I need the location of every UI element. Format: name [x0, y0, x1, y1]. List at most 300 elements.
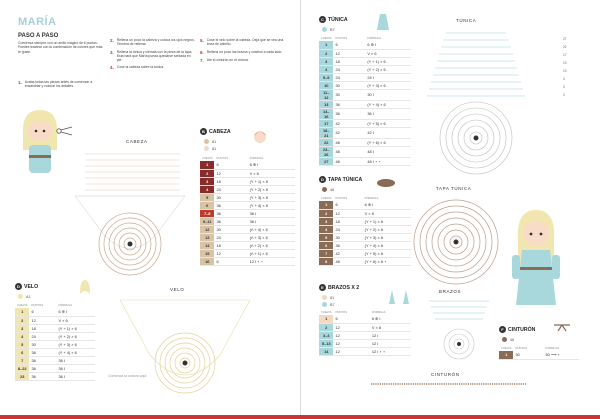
row-vuelta: 2 — [319, 49, 333, 57]
table-row — [319, 209, 411, 217]
row-puntos: 36 — [333, 108, 365, 119]
row-vuelta: 8 — [319, 257, 333, 265]
col-vuelta: VUELTA — [202, 156, 213, 160]
row-puntos: 30 — [333, 89, 365, 100]
col-puntos: PUNTOS — [216, 156, 229, 160]
row-formula: (Λ + 4) × 6 — [248, 225, 295, 233]
row-vuelta: 3 — [319, 57, 333, 65]
paso-heading: PASO A PASO — [18, 33, 59, 39]
yarn-swatch — [322, 295, 327, 300]
row-puntos: 36 — [214, 201, 247, 209]
step-item: 7. Ate el cinturón en el cintura. — [200, 57, 249, 63]
tunica-row-numbers — [563, 35, 567, 99]
row-formula: 6 ⊕ I — [370, 315, 411, 323]
velo-yarn — [18, 294, 31, 299]
velo-note: Comienza la costura aquí — [108, 374, 147, 378]
cabeza-yarn-1 — [204, 139, 216, 144]
row-puntos: 24 — [214, 185, 247, 193]
brazos-yarn-1 — [322, 295, 334, 300]
row-puntos: 50 — [513, 351, 543, 359]
row-vuelta: 1 — [319, 201, 333, 209]
velo-table — [15, 302, 95, 381]
row-vuelta: 5–13 — [319, 339, 333, 347]
row-puntos: 18 — [333, 217, 362, 225]
row-vuelta: 16 — [200, 257, 214, 265]
row-vuelta: 3–4 — [319, 331, 333, 339]
step-item: 4. Cose la cabeza sobre la túnica. — [110, 65, 165, 71]
yarn-swatch — [204, 146, 209, 151]
table-row — [319, 119, 411, 127]
row-formula: (Y + 2) × 6 — [365, 65, 411, 73]
row-puntos: 42 — [333, 119, 365, 127]
row-puntos: 24 — [214, 233, 247, 241]
table-row — [200, 209, 295, 217]
table-row — [200, 193, 295, 201]
row-number: 2 — [563, 93, 565, 97]
row-number: 13 — [563, 61, 567, 65]
row-formula: (Y + 3) × 6 — [365, 81, 411, 89]
row-vuelta: 13 — [200, 233, 214, 241]
paso-intro: Comienza siempre con un anillo mágico de 6 puntos. Puedes trastear con la combinación de colores que más te guste. — [18, 41, 103, 54]
table-row — [319, 138, 411, 146]
cabeza-chart-label: CABEZA — [126, 139, 148, 144]
row-vuelta: 18–21 — [319, 127, 333, 138]
table-row — [319, 225, 411, 233]
brazos-title-text: BRAZOS X 2 — [328, 284, 360, 291]
yarn-code: 81 — [330, 295, 335, 300]
row-formula: 30 I — [365, 89, 411, 100]
table-row — [319, 331, 411, 339]
head-icon — [252, 128, 268, 144]
tunic-icon — [376, 12, 390, 32]
belt-icon — [553, 322, 571, 332]
table-row — [15, 324, 95, 332]
row-vuelta: 5 — [200, 193, 214, 201]
table-row — [319, 127, 411, 138]
table-row — [319, 257, 411, 265]
table-row — [200, 225, 295, 233]
row-puntos: 12 — [214, 169, 247, 177]
velo-title — [15, 283, 38, 290]
row-formula: 48 I — [365, 146, 411, 157]
row-formula: 36 I — [56, 356, 95, 364]
row-formula: (Y + 3) × 6 — [363, 233, 411, 241]
table-row — [319, 249, 411, 257]
row-puntos: 30 — [214, 225, 247, 233]
row-number: 27 — [563, 37, 567, 41]
row-puntos: 48 — [333, 146, 365, 157]
row-puntos: 12 — [29, 316, 56, 324]
col-vuelta: VUELTA — [321, 310, 332, 314]
row-vuelta: 8–22 — [15, 364, 29, 372]
steps-col-1 — [18, 80, 103, 92]
row-vuelta: 14 — [319, 347, 333, 355]
row-vuelta: 4 — [200, 185, 214, 193]
row-vuelta: 1 — [319, 41, 333, 49]
row-puntos: 12 — [333, 331, 369, 339]
yarn-swatch — [502, 337, 507, 342]
row-puntos: 30 — [333, 233, 362, 241]
table-row — [319, 217, 411, 225]
row-formula: 50 ⟶ ⋆ — [543, 351, 579, 359]
row-formula: (Y + 5) × 6 — [365, 119, 411, 127]
row-vuelta: 27 — [319, 157, 333, 165]
row-puntos: 36 — [29, 348, 56, 356]
maria-full-figure — [506, 205, 566, 310]
row-puntos: 30 — [214, 193, 247, 201]
row-formula: V × 6 — [365, 49, 411, 57]
tapa-table — [319, 195, 411, 266]
table-row — [319, 41, 411, 49]
table-row — [319, 49, 411, 57]
cinturon-title-text: CINTURÓN — [508, 326, 536, 333]
row-formula: (Y + 4) × 6 — [365, 100, 411, 108]
row-vuelta: 7–8 — [200, 209, 214, 217]
row-vuelta: 2 — [15, 316, 29, 324]
table-row — [200, 249, 295, 257]
tapa-yarn — [322, 187, 334, 192]
cabeza-title — [200, 128, 231, 135]
row-puntos: 36 — [214, 217, 247, 225]
row-puntos: 6 — [29, 308, 56, 316]
row-vuelta: 4 — [15, 332, 29, 340]
row-vuelta: 1 — [499, 351, 513, 359]
table-row — [15, 372, 95, 380]
maria-head-figure — [15, 105, 65, 175]
row-formula: 42 I — [365, 127, 411, 138]
doll-name: MARÍA — [18, 16, 57, 28]
tunica-title — [319, 16, 348, 23]
row-vuelta: 17 — [319, 119, 333, 127]
row-number: 22 — [563, 45, 567, 49]
tapa-badge: D — [319, 176, 326, 183]
progress-bar — [0, 415, 600, 419]
table-row — [15, 340, 95, 348]
row-formula: 12 I ⋆ ⋆ — [370, 347, 411, 355]
row-formula: (Y + 1) × 6 — [365, 57, 411, 65]
tapa-title — [319, 176, 362, 183]
row-vuelta: 23 — [15, 372, 29, 380]
arms-icon — [386, 288, 412, 306]
row-formula: (Y + 2) × 6 — [56, 332, 95, 340]
row-vuelta: 7 — [15, 356, 29, 364]
row-formula: (Y + 1) × 6 — [363, 217, 411, 225]
row-puntos: 48 — [333, 138, 365, 146]
row-formula: (Y + 6) × 6 ⋆ — [363, 257, 411, 265]
cabeza-badge: B — [200, 128, 207, 135]
row-puntos: 48 — [333, 257, 362, 265]
row-formula: 48 I ⋆ ⋆ — [365, 157, 411, 165]
row-formula: (Y + 3) × 6 — [248, 193, 295, 201]
col-puntos: PUNTOS — [335, 196, 348, 200]
table-row — [319, 201, 411, 209]
table-row — [200, 241, 295, 249]
tapa-stitch-chart — [409, 195, 504, 290]
row-formula: (Y + 2) × 6 — [363, 225, 411, 233]
table-row — [319, 146, 411, 157]
row-puntos: 6 — [214, 257, 247, 265]
brazos-badge: E — [319, 284, 326, 291]
table-row — [319, 57, 411, 65]
row-puntos: 12 — [333, 49, 365, 57]
col-formula: FÓRMULA — [371, 310, 386, 314]
row-formula: 36 I — [56, 372, 95, 380]
row-formula: (Y + 1) × 6 — [56, 324, 95, 332]
row-number: 4 — [563, 77, 565, 81]
cinturon-badge: F — [499, 326, 506, 333]
yarn-swatch — [204, 139, 209, 144]
row-vuelta: 6 — [319, 241, 333, 249]
table-row — [15, 348, 95, 356]
cinturon-yarn — [502, 337, 514, 342]
row-vuelta: 5–9 — [319, 73, 333, 81]
scissors-icon — [56, 126, 74, 136]
row-puntos: 12 — [333, 339, 369, 347]
row-vuelta: 14–16 — [319, 108, 333, 119]
row-formula: 36 I — [248, 217, 295, 225]
row-formula: 6 ⊕ I — [365, 41, 411, 49]
row-formula: 6 ⊕ I — [56, 308, 95, 316]
row-vuelta: 12 — [200, 225, 214, 233]
table-row — [15, 364, 95, 372]
row-puntos: 30 — [29, 340, 56, 348]
yarn-code: 46 — [330, 187, 335, 192]
table-row — [200, 169, 295, 177]
steps-col-3 — [200, 38, 285, 66]
row-formula: 12 I — [370, 331, 411, 339]
row-vuelta: 9–11 — [200, 217, 214, 225]
tapa-chart-label: TAPA TÚNICA — [436, 186, 472, 191]
brazos-title — [319, 284, 359, 291]
col-vuelta: VUELTA — [17, 303, 28, 307]
row-puntos: 42 — [333, 249, 362, 257]
table-row — [319, 347, 411, 355]
velo-chart-label: VELO — [170, 287, 185, 292]
velo-badge: D — [15, 283, 22, 290]
table-row — [15, 316, 95, 324]
table-row — [319, 89, 411, 100]
row-vuelta: 3 — [319, 217, 333, 225]
row-formula: 24 I — [365, 73, 411, 81]
row-formula: (Λ + 1) × 6 — [248, 249, 295, 257]
row-puntos: 6 — [333, 201, 362, 209]
row-puntos: 18 — [214, 241, 247, 249]
row-puntos: 36 — [333, 241, 362, 249]
row-puntos: 6 — [333, 315, 369, 323]
right-page — [300, 0, 600, 419]
row-puntos: 24 — [333, 225, 362, 233]
row-formula: (Y + 1) × 6 — [248, 177, 295, 185]
row-puntos: 24 — [29, 332, 56, 340]
row-vuelta: 22 — [319, 138, 333, 146]
row-formula: (Y + 3) × 6 — [56, 340, 95, 348]
table-row — [319, 323, 411, 331]
cinturon-stitch-chart — [369, 380, 529, 388]
cinturon-title — [499, 326, 535, 333]
col-vuelta: VUELTA — [321, 196, 332, 200]
row-formula: 36 I — [365, 108, 411, 119]
col-formula: FÓRMULA — [367, 36, 382, 40]
brazos-stitch-chart — [419, 296, 499, 366]
tunica-badge: C — [319, 16, 326, 23]
row-puntos: 6 — [333, 41, 365, 49]
tunica-table — [319, 35, 411, 166]
yarn-code: B7 — [330, 27, 335, 32]
step-item: 5. Cose el velo sobre la cabeza. Deja que se vea una línea de cabello. — [200, 38, 284, 47]
row-puntos: 36 — [29, 372, 56, 380]
row-vuelta: 5 — [15, 340, 29, 348]
table-row — [200, 185, 295, 193]
velo-stitch-chart — [110, 295, 260, 405]
row-vuelta: 7 — [319, 249, 333, 257]
tapa-title-text: TAPA TÚNICA — [328, 176, 363, 183]
row-formula: (Λ + 3) × 6 — [248, 233, 295, 241]
row-vuelta: 1 — [200, 161, 214, 169]
col-puntos: PUNTOS — [335, 36, 348, 40]
table-row — [319, 157, 411, 165]
row-vuelta: 4 — [319, 225, 333, 233]
yarn-swatch — [322, 302, 327, 307]
row-vuelta: 5 — [319, 233, 333, 241]
col-puntos: PUNTOS — [335, 310, 348, 314]
row-formula: 6 ⊕ I — [363, 201, 411, 209]
row-puntos: 18 — [214, 177, 247, 185]
tunica-title-text: TÚNICA — [328, 16, 348, 23]
row-vuelta: 3 — [200, 177, 214, 185]
table-row — [200, 233, 295, 241]
row-formula: 6 ⊕ I — [248, 161, 295, 169]
cinturon-chart-label: CINTURÓN — [431, 372, 460, 377]
col-vuelta: VUELTA — [321, 36, 332, 40]
tunica-chart-label: TÚNICA — [456, 18, 477, 23]
row-puntos: 24 — [333, 73, 365, 81]
row-puntos: 12 — [333, 347, 369, 355]
table-row — [319, 241, 411, 249]
row-vuelta: 3 — [15, 324, 29, 332]
table-row — [200, 177, 295, 185]
row-puntos: 18 — [333, 57, 365, 65]
row-vuelta: 14 — [200, 241, 214, 249]
row-vuelta: 6 — [200, 201, 214, 209]
tunica-yarn — [322, 27, 335, 32]
table-row — [15, 308, 95, 316]
col-puntos: PUNTOS — [31, 303, 44, 307]
row-vuelta: 2 — [319, 209, 333, 217]
cabeza-stitch-chart — [65, 146, 195, 276]
cabeza-table — [200, 155, 295, 266]
row-puntos: 36 — [214, 209, 247, 217]
yarn-code: 46 — [510, 337, 515, 342]
table-row — [319, 81, 411, 89]
col-vuelta: VUELTA — [501, 346, 512, 350]
brazos-chart-label: BRAZOS — [439, 289, 462, 294]
tunica-stitch-chart — [421, 28, 531, 178]
col-formula: FÓRMULA — [249, 156, 264, 160]
yarn-swatch — [18, 294, 23, 299]
cabeza-yarn-2 — [204, 146, 216, 151]
brazos-yarn-2 — [322, 302, 335, 307]
row-formula: 12 I — [370, 339, 411, 347]
row-formula: (Y + 4) × 6 — [56, 348, 95, 356]
row-vuelta: 1 — [319, 315, 333, 323]
row-formula: 36 I — [248, 209, 295, 217]
row-number: 10 — [563, 69, 567, 73]
row-formula: V × 6 — [363, 209, 411, 217]
table-row — [319, 339, 411, 347]
row-puntos: 12 — [214, 249, 247, 257]
yarn-code: B7 — [330, 302, 335, 307]
row-number: 17 — [563, 53, 567, 57]
row-vuelta: 10 — [319, 81, 333, 89]
table-row — [319, 65, 411, 73]
yarn-code: A1 — [26, 294, 31, 299]
row-vuelta: 11–12 — [319, 89, 333, 100]
table-row — [200, 257, 295, 265]
row-formula: (Y + 4) × 6 — [363, 241, 411, 249]
yarn-swatch — [322, 187, 327, 192]
table-row — [200, 201, 295, 209]
row-formula: (Y + 4) × 6 — [248, 201, 295, 209]
table-row — [319, 73, 411, 81]
table-row — [319, 100, 411, 108]
table-row — [319, 233, 411, 241]
cinturon-table — [499, 345, 579, 360]
row-vuelta: 15 — [200, 249, 214, 257]
table-row — [319, 108, 411, 119]
col-formula: FÓRMULA — [545, 346, 560, 350]
row-vuelta: 6 — [15, 348, 29, 356]
row-puntos: 36 — [333, 100, 365, 108]
table-row — [15, 356, 95, 364]
row-formula: (Λ + 2) × 6 — [248, 241, 295, 249]
step-item: 2. Rellena un poco la cabeza y coloca los ojos negros. Termina de rellenar. — [110, 38, 195, 47]
row-vuelta: 13 — [319, 100, 333, 108]
table-row — [319, 315, 411, 323]
row-puntos: 48 — [333, 157, 365, 165]
row-puntos: 36 — [29, 364, 56, 372]
tapa-icon — [376, 178, 396, 188]
row-puntos: 42 — [333, 127, 365, 138]
table-row — [499, 351, 579, 359]
velo-title-text: VELO — [24, 283, 39, 290]
table-row — [200, 161, 295, 169]
table-row — [15, 332, 95, 340]
row-vuelta: 2 — [200, 169, 214, 177]
cabeza-title-text: CABEZA — [209, 128, 231, 135]
col-formula: FÓRMULA — [364, 196, 379, 200]
row-formula: (Y + 6) × 6 — [365, 138, 411, 146]
col-formula: FÓRMULA — [58, 303, 73, 307]
row-vuelta: 2 — [319, 323, 333, 331]
col-puntos: PUNTOS — [515, 346, 528, 350]
row-vuelta: 23–26 — [319, 146, 333, 157]
brazos-table — [319, 309, 411, 356]
row-formula: V × 6 — [56, 316, 95, 324]
row-number: 3 — [563, 85, 565, 89]
row-puntos: 6 — [214, 161, 247, 169]
steps-col-2 — [110, 38, 195, 73]
yarn-swatch — [322, 27, 327, 32]
row-vuelta: 4 — [319, 65, 333, 73]
step-item: 6. Rellena un poco las brazos y cóselos a cada lado. — [200, 49, 283, 55]
row-formula: 36 I — [56, 364, 95, 372]
yarn-code: 81 — [212, 139, 217, 144]
row-vuelta: 1 — [15, 308, 29, 316]
row-puntos: 12 — [333, 323, 369, 331]
row-formula: V × 6 — [248, 169, 295, 177]
row-formula: 12 I ⋆ ⋆ — [248, 257, 295, 265]
step-item: 1. Acaba todas las piezas antes de comenzar a ensamblar y colocar los detalles. — [18, 80, 93, 89]
